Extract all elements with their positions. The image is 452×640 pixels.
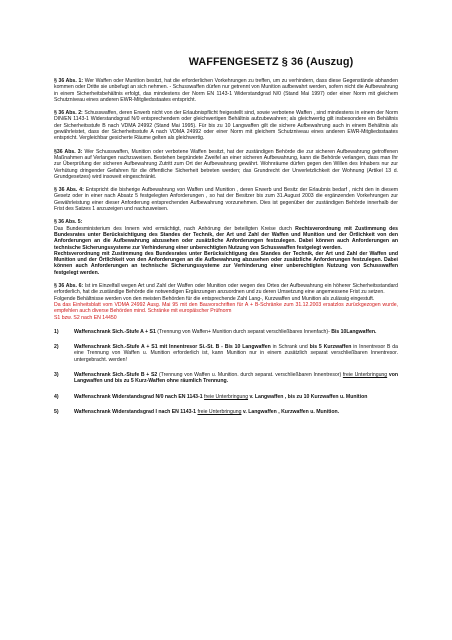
page-title: WAFFENGESETZ § 36 (Auszug): [188, 56, 354, 68]
paragraph-abs6: [54, 283, 398, 321]
section-text: Entspricht die bisherige Aufbewahrung von Waffen und Munition , deren Erwerb und Besitz der Erlaubnis bedarf , nicht den in diesem Gesetz oder in einer nach Absatz 5 festgelegten Anforderungen , so hat der Besitzer bis zum 31.August 2003 die ergänzenden Vorkehrungen zur Gewährleistung einer dieser Anforderung entsprechenden Aufbewahrung vorzunehmen. Dies ist gegenüber der zuständigen Behörde innerhalb der Frist des Satzes 1 anzuzeigen und nachzuweisen.: [54, 187, 398, 213]
section-label: § 36 Abs. 5:: [54, 219, 83, 226]
red-note-norm: S1 bzw. S2 nach EN 14450: [54, 314, 117, 321]
item-number: 4): [54, 393, 59, 400]
section-label: § 36 Abs. 6:: [54, 283, 84, 290]
item-bold-text-end: von Langwaffen und bis zu 5 Kurz-Waffen ohne räumlich Trennung.: [74, 371, 398, 385]
item-bold-text: Waffenschrank Widerstandsgrad N/0 nach EN 1143-1: [74, 393, 205, 400]
section-text-2: Folgende Behältnisse werden von den meisten Behörden für die entsprechende Zahl Lang-, Kurzwaffen und Munition als zulässig eingestuft.: [54, 295, 375, 302]
list-item: [54, 329, 398, 335]
section-text: Das Bundesministerium des Innern wird ermächtigt, nach Anhörung der beteiligten Kreise durch: [54, 225, 296, 232]
item-bold-text: Waffenschrank Sich.-Stufe A + S1 mit Innentresor Si.-St. B - Bis 10 Langwaffen: [74, 344, 271, 351]
red-note: Da das Einheitsblatt vom VDMA 24992 Ausg. Mai 95 mit den Bauvorschriften für A + B-Schränke zum 31.12.2003 ersatzlos zurückgezogen wurde, empfehlen auch diverse Behörden mind. Schränke mit europäischer Prüfnorm: [54, 301, 398, 315]
list-item: [54, 394, 398, 400]
item-bold-text-end: v. Langwaffen , Kurzwaffen u. Munition.: [241, 408, 340, 415]
item-bold-text: Waffenschrank Sich.-Stufe B + S2: [74, 371, 158, 378]
item-bold-text-end: v. Langwaffen , bis zu 10 Kurzwaffen u. Munition: [248, 393, 368, 400]
list-item: [54, 372, 398, 385]
item-number: 2): [54, 344, 59, 351]
item-bold-text: Waffenschrank Sich.-Stufe A + S1: [74, 328, 156, 335]
item-number: 5): [54, 408, 59, 415]
list-item: [54, 409, 398, 415]
item-text: (Trennung von Waffen+ Munition durch separat verschließbares Innenfach)-: [155, 328, 332, 335]
item-underlined-text: freie Unterbringung: [342, 371, 388, 378]
item-underlined-text: freie Unterbringung: [197, 408, 242, 415]
list-item: [54, 344, 398, 363]
section-label: § 36 Abs. 2:: [54, 110, 83, 117]
item-text-tail: in Innentresor B da eine Trennung von Waffen u. Munition erforderlich ist, kann Munition nur in einem zusätzlich separat verschließbaren Innentresor. untergebracht. werden!: [74, 344, 398, 363]
item-number: 1): [54, 328, 59, 335]
paragraph-abs1: [54, 78, 398, 103]
paragraph-abs4: [54, 187, 398, 212]
item-bold-text: Waffenschrank Widerstandsgrad I nach EN 1143-1: [74, 408, 198, 415]
section-label: §36 Abs. 3:: [54, 148, 83, 155]
paragraph-abs3: [54, 149, 398, 180]
item-text: in Schrank und: [270, 344, 310, 351]
section-text: Wer Waffen oder Munition besitzt, hat die erforderlichen Vorkehrungen zu treffen, um zu verhindern, dass diese Gegenstände abhanden kommen oder Dritte sie unbefugt an sich nehmen. - Schusswaffen dürfen nur getrennt von Munition aufbewahrt werden, sofern nicht die Aufbewahrung in einem Sicherheitsbehältnis erfolgt, das mindestens der Norm EN 1143-1 Widerstandgrad N/0 (Stand Mai 1997) oder einer Norm mit gleichem Schutzniveau eines anderen EWR-Mitgliedsstaates entspricht.: [54, 78, 398, 103]
section-label: § 36 Abs. 4:: [54, 187, 84, 194]
section-text: Ist im Einzelfall wegen Art und Zahl der Waffen oder Munition oder wegen des Ortes der Aufbewahrung ein höherer Sicherheitsstandard erforderlich, hat die zuständige Behörde die notwendigen Ergänzungen anzuordnen und zu deren Umsetzung eine angemessene Frist zu setzen.: [54, 283, 398, 296]
paragraph-abs2: [54, 110, 398, 141]
paragraph-abs5: [54, 219, 398, 276]
section-text: Wer Schusswaffen, Munition oder verbotene Waffen besitzt, hat der zuständigen Behörde die zur sicheren Aufbewahrung getroffenen Maßnahmen auf Verlangen nachzuweisen. Bestehen begründete Zweifel an einer sicheren Aufbewahrung, kann die Behörde verlangen, dass man Ihr zur Überprüfung der sicheren Aufbewahrung Zutritt zum Ort der Aufbewahrung gewährt. Wohnräume dürfen gegen den Willen des Inhabers nur zur Verhütung dringender Gefahren für die öffentliche Sicherheit betreten werden; das Grundrecht der Unverletzlichkeit der Wohnung (Artikel 13 d. Grundgesetzes) wird insoweit eingeschränkt.: [54, 148, 399, 180]
safe-list: [54, 329, 398, 415]
item-number: 3): [54, 371, 59, 378]
item-underlined-text: freie Unterbringung: [204, 393, 249, 400]
item-bold-text-end: bis 5 Kurzwaffen: [309, 344, 352, 351]
section-text: Schusswaffen, deren Erwerb nicht von der Erlaubnispflicht freigestellt sind, sowie verbotene Waffen , sind mindestens in einem der Norm DIN/EN 1143-1 Widerstandsgrad N/0 entsprechendem oder gleichwertigen Behältnis aufzubewahren; als gleichwertig gilt insbesondere ein Behältnis der Sicherheitsstufe B nach VDMA 24992 (Stand Mai 1995). Für bis zu 10 Langwaffen gilt die sichere Aufbewahrung auch in einem Behältnis als gewährleistet, dass der Sicherheitsstufe A nach VDMA 24992 oder einer Norm mit gleichem Schutzniveau eines anderen EWR-Mitgliedsstaates entspricht. Vergleichbar gesicherte Räume gelten als gleichwertig.: [54, 110, 398, 142]
section-bold-text-repeat: Rechtsverordnung mit Zustimmung des Bundesrates unter Berücksichtigung des Standes der Technik, der Art und Zahl der Waffen und Munition und der Örtlichkeit von den Anforderungen an die Aufbewahrung abzusehen oder zusätzliche Anforderungen festzulegen. Dabei können auch Anforderungen an technische Sicherungssysteme zur Verhinderung einer unberechtigten Nutzung von Schusswaffen festgelegt werden.: [54, 250, 398, 276]
section-bold-text: Rechtsverordnung mit Zustimmung des Bundesrates unter Berücksichtigung des Standes der Technik, der Art und Zahl der Waffen und Munition und der Örtlichkeit von den Anforderungen an die Aufbewahrung abzusehen oder zusätzliche Anforderungen festzulegen. Dabei können auch Anforderungen an technische Sicherungssysteme zur Verhinderung einer unberechtigten Nutzung von Schusswaffen festgelegt werden.: [54, 225, 398, 251]
item-bold-text-end: Bis 10Langwaffen.: [331, 328, 377, 335]
section-label: § 36 Abs. 1:: [54, 78, 84, 84]
item-text: (Trennung von Waffen u. Munition. durch separat. verschließbaren Innentresor): [157, 371, 343, 378]
